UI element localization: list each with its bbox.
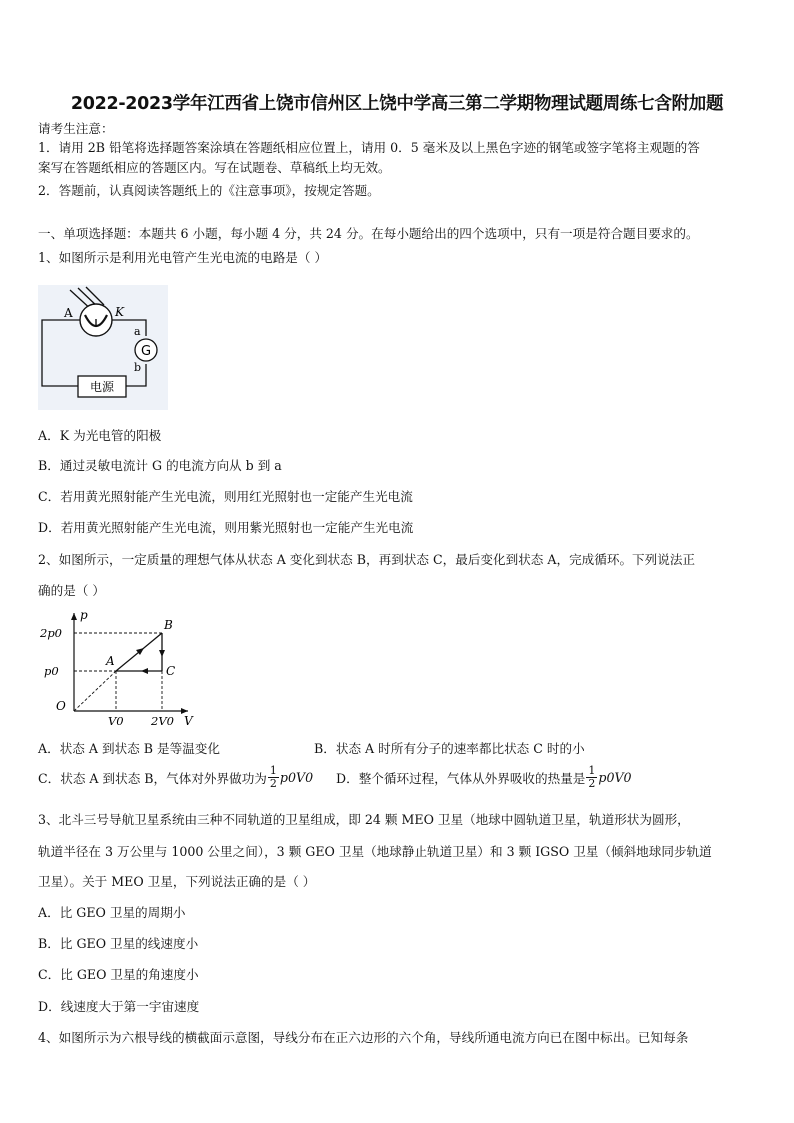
page-title: 2022-2023学年江西省上饶市信州区上饶中学高三第二学期物理试题周练七含附加题 [70,94,724,114]
power-source-label: 电源 [89,380,115,394]
q1-option-c: C．若用黄光照射能产生光电流，则用红光照射也一定能产生光电流 [38,489,413,504]
q2-option-c-frac-den: 2 [269,777,277,790]
q3-option-a: A．比 GEO 卫星的周期小 [38,905,186,920]
q3-option-d: D．线速度大于第一宇宙速度 [38,999,200,1014]
tick-2p0: 2p0 [40,626,62,640]
axis-p-label: p [80,608,88,622]
q2-pv-diagram [38,607,198,727]
section-heading: 一、单项选择题：本题共 6 小题，每小题 4 分，共 24 分。在每小题给出的四个选项中，只有一项是符合题目要求的。 [38,226,699,241]
q3-option-c: C．比 GEO 卫星的角速度小 [38,967,199,982]
q2-option-d-frac-den: 2 [588,777,596,790]
tick-2V0: 2V0 [151,714,174,727]
origin-label: O [56,699,66,713]
q2-option-c [38,765,313,790]
point-C: C [166,664,176,678]
q2-stem-2: 确的是（ ） [38,583,105,598]
tick-p0: p0 [44,664,59,678]
q2-option-d [336,765,632,790]
label-a: a [134,325,141,338]
point-B: B [164,618,173,632]
q2-option-b: B．状态 A 时所有分子的速率都比状态 C 时的小 [314,741,585,756]
q2-option-c-text: C．状态 A 到状态 B，气体对外界做功为 [38,771,267,786]
q3-stem-2: 轨道半径在 3 万公里与 1000 公里之间），3 颗 GEO 卫星（地球静止轨道卫星）和 3 颗 IGSO 卫星（倾斜地球同步轨道 [38,844,712,859]
tick-V0: V0 [108,714,124,727]
notice-heading: 请考生注意： [38,121,114,136]
q1-option-b: B．通过灵敏电流计 G 的电流方向从 b 到 a [38,458,282,473]
axis-V-label: V [184,714,193,727]
label-K: K [115,305,124,319]
q4-stem-1: 4、如图所示为六根导线的横截面示意图，导线分布在正六边形的六个角，导线所通电流方向已在图中标出。已知每条 [38,1030,689,1045]
q1-stem: 1、如图所示是利用光电管产生光电流的电路是（ ） [38,250,328,265]
notice-item-2: 2．答题前，认真阅读答题纸上的《注意事项》，按规定答题。 [38,183,380,198]
q3-stem-1: 3、北斗三号导航卫星系统由三种不同轨道的卫星组成，即 24 颗 MEO 卫星（地球中圆轨道卫星，轨道形状为圆形， [38,812,690,827]
q1-option-a: A．K 为光电管的阳极 [38,428,162,443]
q3-stem-3: 卫星）。关于 MEO 卫星，下列说法正确的是（ ） [38,874,316,889]
notice-item-1: 1．请用 2B 铅笔将选择题答案涂填在答题纸相应位置上，请用 0．5 毫米及以上黑色字迹的钢笔或签字笔将主观题的答 [38,140,700,155]
q1-circuit-figure [38,285,168,410]
q2-option-d-expr: p0V0 [598,770,632,785]
q2-option-c-frac-num: 1 [269,764,277,777]
point-A: A [106,654,115,668]
q3-option-b: B．比 GEO 卫星的线速度小 [38,936,199,951]
q2-stem-1: 2、如图所示，一定质量的理想气体从状态 A 变化到状态 B，再到状态 C，最后变化到状态 A，完成循环。下列说法正 [38,552,696,567]
notice-item-1-cont: 案写在答题纸相应的答题区内。写在试题卷、草稿纸上均无效。 [38,160,391,175]
q2-option-d-text: D．整个循环过程，气体从外界吸收的热量是 [336,771,586,786]
label-A: A [64,306,73,320]
q2-option-d-fraction [586,765,597,790]
q2-option-c-expr: p0V0 [279,770,314,785]
q1-option-d: D．若用黄光照射能产生光电流，则用紫光照射也一定能产生光电流 [38,520,414,535]
q2-option-a: A．状态 A 到状态 B 是等温变化 [38,741,220,756]
galvanometer-label: G [140,344,152,359]
label-b: b [134,361,142,374]
q2-option-d-frac-num: 1 [588,764,596,777]
q2-option-c-fraction [268,765,279,790]
